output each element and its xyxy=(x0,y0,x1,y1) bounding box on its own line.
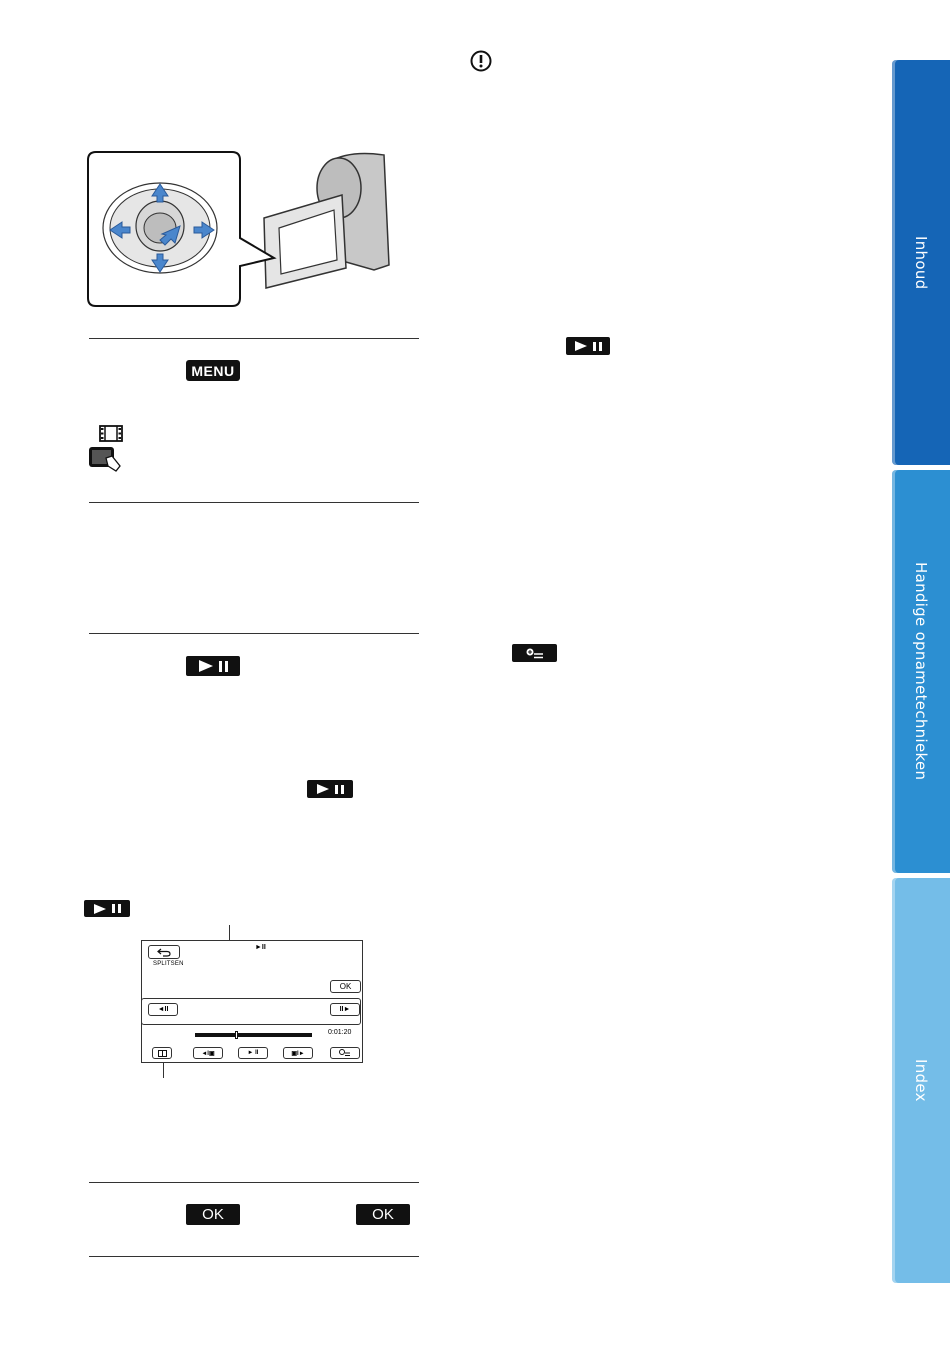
menu-key-label: MENU xyxy=(191,362,235,379)
return-arrow-icon xyxy=(157,948,171,957)
options-icon xyxy=(339,1049,351,1057)
camera-illustration xyxy=(84,150,394,310)
ok-key xyxy=(186,1204,240,1225)
tab-index[interactable] xyxy=(892,878,950,1283)
film-icon xyxy=(99,425,123,442)
play-pause-key xyxy=(566,337,610,355)
options-icon xyxy=(525,647,545,660)
ok-key-label: OK xyxy=(202,1206,224,1223)
divider xyxy=(89,502,419,503)
progress-bar[interactable] xyxy=(195,1033,312,1037)
divider xyxy=(89,633,419,634)
divider xyxy=(89,1256,419,1257)
caution-icon xyxy=(470,50,492,72)
progress-marker[interactable] xyxy=(235,1031,238,1039)
tab-handige-label: Handige opnametechnieken xyxy=(912,562,930,781)
play-pause-button[interactable]: ► II xyxy=(238,1047,268,1059)
ok-key xyxy=(356,1204,410,1225)
play-status: ►II xyxy=(255,944,266,951)
back-button[interactable] xyxy=(148,945,180,959)
play-pause-key xyxy=(84,900,130,917)
frame-forward-button[interactable]: II► xyxy=(330,1003,360,1016)
screen-label: SPLITSEN xyxy=(153,961,184,967)
ok-button[interactable] xyxy=(330,980,361,993)
lcd-screen xyxy=(141,940,363,1063)
tab-handige-opnametechnieken[interactable] xyxy=(892,470,950,873)
split-button[interactable] xyxy=(152,1047,172,1059)
options-key xyxy=(512,644,557,662)
tab-inhoud[interactable] xyxy=(892,60,950,465)
next-button[interactable]: ▣I► xyxy=(283,1047,313,1059)
divider xyxy=(89,338,419,339)
frame-back-button[interactable]: ◄II xyxy=(148,1003,178,1016)
tab-inhoud-label: Inhoud xyxy=(912,235,930,290)
ok-button-label: OK xyxy=(339,982,352,991)
options-button[interactable] xyxy=(330,1047,360,1059)
split-icon xyxy=(158,1050,167,1057)
tab-index-label: Index xyxy=(912,1059,930,1102)
menu-key xyxy=(186,360,240,381)
play-pause-key xyxy=(186,656,240,676)
play-pause-key xyxy=(307,780,353,798)
divider xyxy=(89,1182,419,1183)
ok-key-label: OK xyxy=(372,1206,394,1223)
touch-panel-icon xyxy=(88,446,122,473)
time-counter: 0:01:20 xyxy=(328,1029,352,1036)
previous-button[interactable]: ◄I▣ xyxy=(193,1047,223,1059)
